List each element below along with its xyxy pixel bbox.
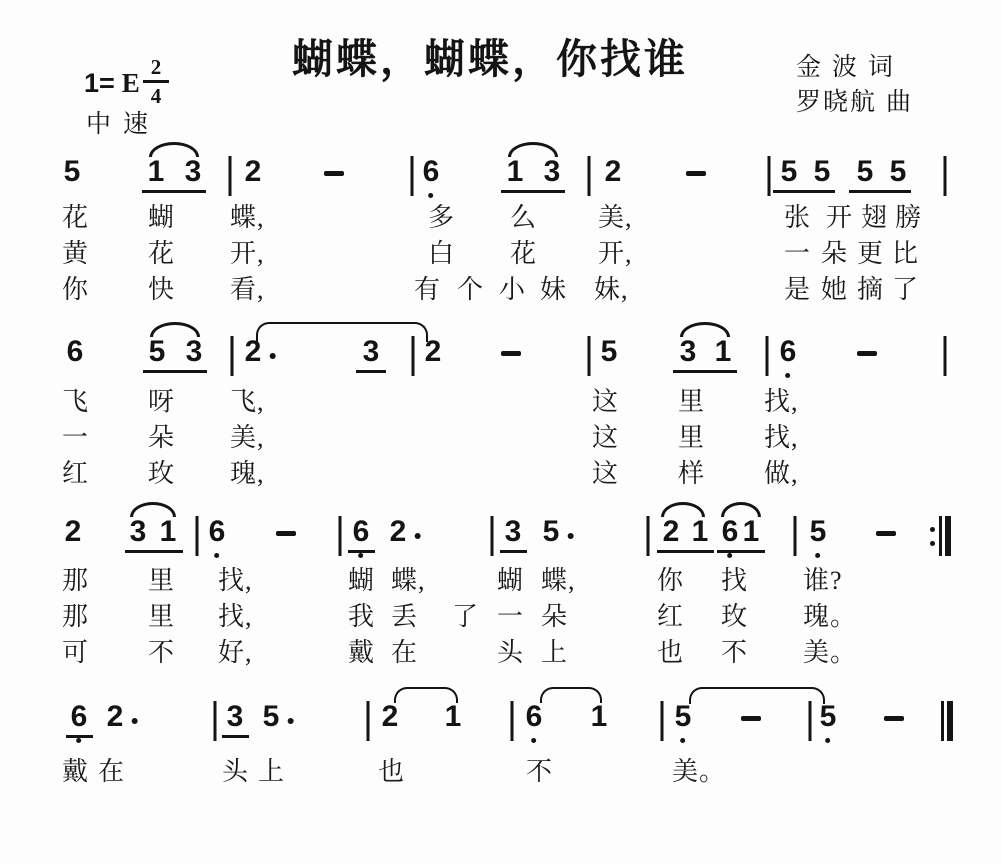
lyric-syllable: 花 (148, 239, 176, 268)
thin-barline (941, 701, 944, 741)
octave-dot (826, 738, 831, 743)
barline (768, 156, 771, 196)
beam-line (501, 190, 565, 193)
lyric-syllable: 在 (98, 757, 126, 786)
note: 2 (604, 155, 622, 188)
lyric-syllable: 里 (148, 602, 176, 631)
note: 3 (543, 155, 561, 188)
note: 5 (675, 699, 692, 735)
lyric-syllable: 花 (510, 239, 538, 268)
beam-line (356, 370, 386, 373)
lyric-syllable: 一 (784, 239, 812, 268)
octave-dot (215, 553, 220, 558)
lyric-syllable: 这 (592, 459, 620, 488)
barline (661, 701, 664, 741)
lyric-syllable: 找 (721, 566, 749, 595)
lyric-syllable: 丢 (391, 602, 419, 631)
barline (794, 516, 797, 556)
lyric-syllable: 美。 (803, 638, 858, 667)
note: 6 (423, 154, 440, 190)
repeat-end-barline (930, 516, 954, 556)
beam-line (673, 370, 737, 373)
time-signature-numerator: 2 (143, 55, 169, 83)
lyric-syllable: 上 (258, 757, 286, 786)
lyric-syllable: 更 (857, 239, 885, 268)
lyricist-credit: 金 波 词 (796, 53, 895, 81)
beam-line (143, 370, 207, 373)
octave-dot (77, 738, 82, 743)
note: 2 (390, 514, 407, 550)
tempo-marking: 中速 (86, 110, 161, 138)
duration-dash (876, 531, 896, 536)
tie-arc (689, 687, 825, 704)
barline (214, 701, 217, 741)
note: 3 (226, 700, 244, 733)
lyric-syllable: 戴 (348, 638, 376, 667)
key-signature (84, 68, 140, 99)
beam-line (657, 550, 714, 553)
barline (511, 701, 514, 741)
key-note: E (121, 68, 140, 98)
note: 1 (714, 335, 732, 368)
octave-dot (816, 553, 821, 558)
note: 1 (590, 700, 608, 733)
lyric-syllable: 了 (452, 602, 480, 631)
lyric-syllable: 不 (148, 638, 176, 667)
repeat-dot (930, 541, 935, 546)
tie-arc (256, 322, 428, 342)
lyric-syllable: 一 (497, 602, 525, 631)
lyric-syllable: 美。 (672, 757, 727, 786)
lyric-syllable: 蝴 (497, 566, 525, 595)
lyric-syllable: 不 (721, 638, 749, 667)
lyric-syllable: 瑰。 (803, 602, 858, 631)
lyric-syllable: 比 (892, 239, 920, 268)
beam-line (849, 190, 911, 193)
note: 5 (889, 155, 907, 188)
lyric-syllable: 开 (826, 203, 854, 232)
lyric-syllable: 可 (62, 638, 90, 667)
note: 6 (722, 514, 739, 550)
note: 1 (506, 155, 524, 188)
note: 2 (107, 699, 124, 735)
lyric-syllable: 戴 (62, 757, 90, 786)
lyric-syllable: 好, (218, 638, 253, 667)
beam-line (222, 735, 249, 738)
duration-dash (276, 531, 296, 536)
note: 5 (263, 699, 280, 735)
note: 3 (679, 335, 697, 368)
lyric-syllable: 蝶, (391, 566, 426, 595)
lyric-syllable: 头 (497, 638, 525, 667)
barline (229, 156, 232, 196)
beam-line (500, 550, 527, 553)
lyric-syllable: 膀 (895, 203, 923, 232)
lyric-syllable: 小 (499, 275, 527, 304)
credits (796, 50, 946, 120)
barline (766, 336, 769, 376)
note: 6 (353, 514, 370, 550)
barline (647, 516, 650, 556)
time-signature-denominator: 4 (150, 84, 162, 109)
lyric-syllable: 妹 (540, 275, 568, 304)
beam-line (142, 190, 206, 193)
lyric-syllable: 瑰, (230, 459, 265, 488)
lyric-syllable: 美, (230, 423, 265, 452)
music-system-3 (0, 500, 1001, 680)
augmentation-dot (269, 353, 275, 359)
lyric-syllable: 蝴 (348, 566, 376, 595)
note: 6 (780, 334, 797, 370)
lyric-syllable: 妹, (594, 275, 629, 304)
note: 5 (813, 155, 831, 188)
note: 1 (159, 515, 177, 548)
octave-dot (429, 193, 434, 198)
note: 5 (820, 699, 837, 735)
barline (231, 336, 234, 376)
music-system-4 (0, 685, 1001, 865)
barline (588, 156, 591, 196)
thick-barline (947, 701, 953, 741)
lyric-syllable: 谁? (803, 566, 843, 595)
note: 5 (780, 155, 798, 188)
beam-line (717, 550, 765, 553)
note: 5 (600, 335, 618, 368)
note: 1 (444, 700, 462, 733)
lyric-syllable: 找, (218, 602, 253, 631)
lyric-syllable: 找, (764, 423, 799, 452)
lyric-syllable: 了 (892, 275, 920, 304)
lyric-syllable: 飞, (230, 387, 265, 416)
note: 2 (381, 700, 399, 733)
augmentation-dot (131, 718, 137, 724)
note: 3 (185, 335, 203, 368)
note: 3 (129, 515, 147, 548)
lyric-syllable: 这 (592, 387, 620, 416)
repeat-dot (930, 527, 935, 532)
barline (809, 701, 812, 741)
duration-dash (884, 716, 904, 721)
note: 2 (424, 335, 442, 368)
lyric-syllable: 呀 (148, 387, 176, 416)
note: 1 (742, 515, 760, 548)
note: 2 (245, 334, 262, 370)
note: 5 (148, 335, 166, 368)
lyric-syllable: 里 (148, 566, 176, 595)
barline (491, 516, 494, 556)
note: 6 (209, 514, 226, 550)
lyric-syllable: 朵 (541, 602, 569, 631)
lyric-syllable: 黄 (62, 239, 90, 268)
lyric-syllable: 头 (222, 757, 250, 786)
key-prefix: 1= (84, 68, 115, 98)
time-signature (143, 55, 169, 108)
note: 3 (504, 515, 522, 548)
octave-dot (681, 738, 686, 743)
note: 2 (662, 515, 680, 548)
lyric-syllable: 蝶, (230, 203, 265, 232)
note: 5 (856, 155, 874, 188)
lyric-syllable: 那 (62, 566, 90, 595)
note: 2 (244, 155, 262, 188)
lyric-syllable: 张 (784, 203, 812, 232)
lyric-syllable: 也 (378, 757, 406, 786)
lyric-syllable: 翅 (861, 203, 889, 232)
augmentation-dot (287, 718, 293, 724)
note: 3 (184, 155, 202, 188)
augmentation-dot (567, 533, 573, 539)
barline (944, 336, 947, 376)
lyric-syllable: 那 (62, 602, 90, 631)
note: 1 (691, 515, 709, 548)
barline (588, 336, 591, 376)
lyric-syllable: 这 (592, 423, 620, 452)
lyric-syllable: 开, (598, 239, 633, 268)
final-barline (941, 701, 965, 741)
octave-dot (532, 738, 537, 743)
lyric-syllable: 找, (218, 566, 253, 595)
beam-line (773, 190, 835, 193)
barline (412, 336, 415, 376)
lyric-syllable: 做, (764, 459, 799, 488)
note: 6 (526, 699, 543, 735)
lyric-syllable: 花 (62, 203, 90, 232)
lyric-syllable: 里 (678, 387, 706, 416)
lyric-syllable: 看, (230, 275, 265, 304)
lyric-syllable: 有 (414, 275, 442, 304)
lyric-syllable: 红 (62, 459, 90, 488)
lyric-syllable: 快 (148, 275, 176, 304)
octave-dot (786, 373, 791, 378)
lyric-syllable: 上 (541, 638, 569, 667)
lyric-syllable: 是 (784, 275, 812, 304)
lyric-syllable: 朵 (148, 423, 176, 452)
barline (339, 516, 342, 556)
note: 6 (71, 699, 88, 735)
duration-dash (741, 716, 761, 721)
octave-dot (728, 553, 733, 558)
lyric-syllable: 开, (230, 239, 265, 268)
music-system-2 (0, 320, 1001, 500)
lyric-syllable: 也 (657, 638, 685, 667)
note: 3 (362, 335, 380, 368)
note: 5 (810, 514, 827, 550)
duration-dash (857, 351, 877, 356)
note: 5 (63, 155, 81, 188)
barline (944, 156, 947, 196)
lyric-syllable: 她 (821, 275, 849, 304)
note: 2 (64, 515, 82, 548)
lyric-syllable: 不 (526, 757, 554, 786)
lyric-syllable: 飞 (62, 387, 90, 416)
lyric-syllable: 在 (391, 638, 419, 667)
lyric-syllable: 红 (657, 602, 685, 631)
composer-credit: 罗晓航 曲 (796, 88, 913, 116)
lyric-syllable: 么 (510, 203, 538, 232)
lyric-syllable: 摘 (857, 275, 885, 304)
lyric-syllable: 蝴 (148, 203, 176, 232)
lyric-syllable: 个 (457, 275, 485, 304)
note: 1 (147, 155, 165, 188)
lyric-syllable: 多 (428, 203, 456, 232)
lyric-syllable: 白 (428, 239, 456, 268)
music-system-1 (0, 140, 1001, 320)
duration-dash (686, 171, 706, 176)
lyric-syllable: 朵 (821, 239, 849, 268)
barline (411, 156, 414, 196)
duration-dash (501, 351, 521, 356)
lyric-syllable: 一 (62, 423, 90, 452)
lyric-syllable: 里 (678, 423, 706, 452)
lyric-syllable: 玫 (148, 459, 176, 488)
lyric-syllable: 美, (598, 203, 633, 232)
page-title: 蝴蝶，蝴蝶，你找谁 (292, 36, 688, 82)
barline (367, 701, 370, 741)
lyric-syllable: 样 (678, 459, 706, 488)
lyric-syllable: 找, (764, 387, 799, 416)
lyric-syllable: 玫 (721, 602, 749, 631)
lyric-syllable: 我 (348, 602, 376, 631)
lyric-syllable: 蝶, (541, 566, 576, 595)
lyric-syllable: 你 (62, 275, 90, 304)
note: 6 (66, 335, 84, 368)
thick-barline (945, 516, 951, 556)
note: 5 (543, 514, 560, 550)
thin-barline (939, 516, 942, 556)
duration-dash (324, 171, 344, 176)
lyric-syllable: 你 (657, 566, 685, 595)
octave-dot (359, 553, 364, 558)
beam-line (125, 550, 183, 553)
barline (196, 516, 199, 556)
augmentation-dot (414, 533, 420, 539)
